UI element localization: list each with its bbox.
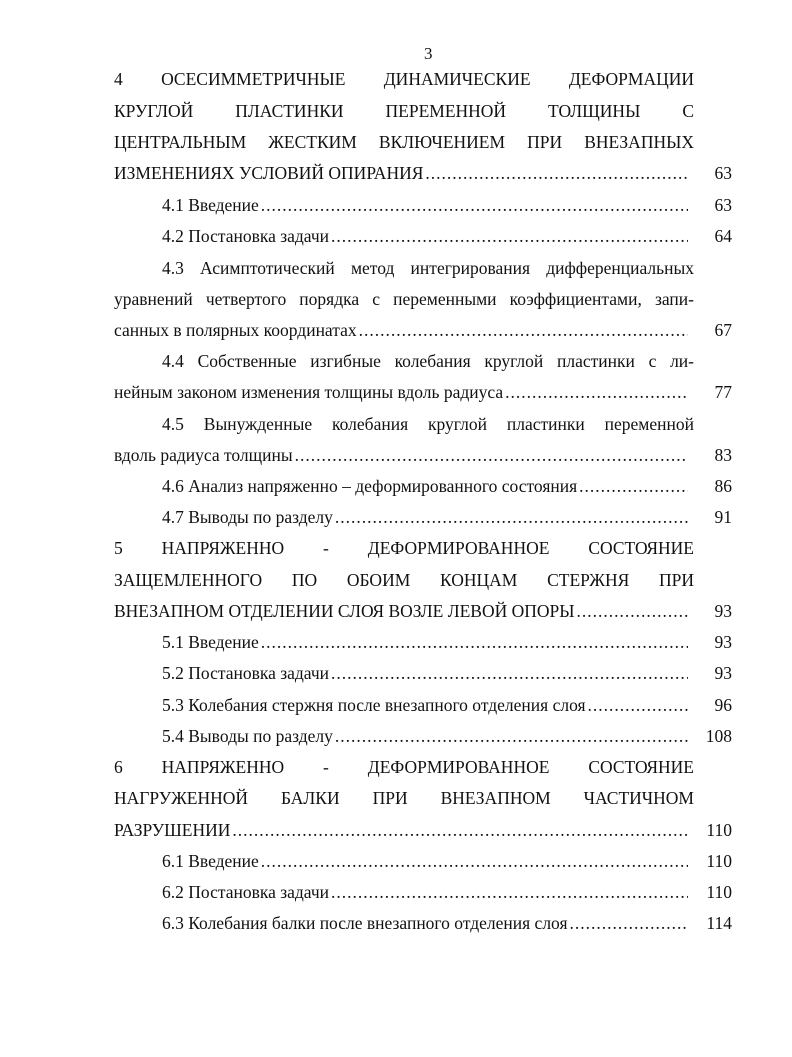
dot-leader: [295, 440, 688, 471]
dot-leader: [261, 190, 688, 221]
toc-entry-line[interactable]: ВНЕЗАПНОМ ОТДЕЛЕНИИ СЛОЯ ВОЗЛЕ ЛЕВОЙ ОПОРЫ ..... 93: [0, 596, 792, 627]
dot-leader: [335, 721, 688, 752]
dot-leader: [570, 908, 688, 939]
toc-entry-line[interactable]: нейным законом изменения толщины вдоль радиуса ..... 77: [0, 377, 792, 408]
dot-leader: [588, 690, 688, 721]
toc-page-number: 64: [714, 226, 732, 246]
toc-entry-line[interactable]: 5.1 Введение ..... 93: [0, 627, 792, 658]
toc-heading-line: ЗАЩЕМЛЕННОГО ПО ОБОИМ КОНЦАМ СТЕРЖНЯ ПРИ: [114, 570, 694, 590]
toc-entry-line[interactable]: вдоль радиуса толщины ..... 83: [0, 440, 792, 471]
toc-page-number: 93: [714, 601, 732, 621]
toc-page-number: 110: [706, 851, 732, 871]
toc-page-number: 110: [706, 820, 732, 840]
dot-leader: [579, 471, 688, 502]
dot-leader: [505, 377, 688, 408]
toc-entry-line[interactable]: 6.1 Введение ..... 110: [0, 846, 792, 877]
dot-leader: [331, 877, 688, 908]
toc-page-number: 114: [706, 913, 732, 933]
toc-page-number: 83: [714, 445, 732, 465]
toc-page-number: 63: [714, 163, 732, 183]
dot-leader: [577, 596, 688, 627]
toc-heading-line: 4.3 Асимптотический метод интегрирования дифференциальных: [162, 258, 694, 278]
toc-heading-line: НАГРУЖЕННОЙ БАЛКИ ПРИ ВНЕЗАПНОМ ЧАСТИЧНОМ: [114, 788, 694, 808]
toc-page-number: 77: [714, 382, 732, 402]
toc-page-number: 86: [714, 476, 732, 496]
toc-entry-line[interactable]: РАЗРУШЕНИИ ..... 110: [0, 815, 792, 846]
toc-entry-line[interactable]: ИЗМЕНЕНИЯХ УСЛОВИЙ ОПИРАНИЯ ..... 63: [0, 158, 792, 189]
dot-leader: [335, 502, 688, 533]
toc-heading-line: КРУГЛОЙ ПЛАСТИНКИ ПЕРЕМЕННОЙ ТОЛЩИНЫ С: [114, 101, 694, 121]
toc-page-number: 108: [705, 726, 732, 746]
dot-leader: [232, 815, 688, 846]
dot-leader: [331, 658, 688, 689]
toc-page-number: 91: [714, 507, 732, 527]
toc-page-number: 110: [706, 882, 732, 902]
page-number: 3: [424, 44, 433, 63]
toc-heading-line: уравнений четвертого порядка с переменными коэффициентами, запи-: [114, 289, 694, 309]
toc-entry-line[interactable]: 6.2 Постановка задачи ..... 110: [0, 877, 792, 908]
toc-entry-line[interactable]: 4.7 Выводы по разделу ..... 91: [0, 502, 792, 533]
dot-leader: [425, 158, 688, 189]
toc-heading-line: 4.4 Собственные изгибные колебания круглой пластинки с ли-: [162, 351, 694, 371]
dot-leader: [261, 627, 688, 658]
dot-leader: [331, 221, 688, 252]
toc-heading-line: 4.5 Вынужденные колебания круглой пластинки переменной: [162, 414, 694, 434]
toc-heading-line: 4 ОСЕСИММЕТРИЧНЫЕ ДИНАМИЧЕСКИЕ ДЕФОРМАЦИИ: [114, 69, 694, 89]
toc-entry-line[interactable]: 5.3 Колебания стержня после внезапного отделения слоя ..... 96: [0, 690, 792, 721]
toc-page-number: 67: [714, 320, 732, 340]
toc-page-number: 93: [714, 632, 732, 652]
toc-heading-line: 6 НАПРЯЖЕННО - ДЕФОРМИРОВАННОЕ СОСТОЯНИЕ: [114, 757, 694, 777]
toc-entry-line[interactable]: санных в полярных координатах ..... 67: [0, 315, 792, 346]
toc-entry-line[interactable]: 4.2 Постановка задачи ..... 64: [0, 221, 792, 252]
toc-entry-line[interactable]: 4.1 Введение ..... 63: [0, 190, 792, 221]
toc-page-number: 96: [714, 695, 732, 715]
toc-entry-line[interactable]: 4.6 Анализ напряженно – деформированного состояния ..... 86: [0, 471, 792, 502]
toc-entry-line[interactable]: 5.4 Выводы по разделу ..... 108: [0, 721, 792, 752]
toc-entry-line[interactable]: 5.2 Постановка задачи ..... 93: [0, 658, 792, 689]
toc-entry-line[interactable]: 6.3 Колебания балки после внезапного отделения слоя ..... 114: [0, 908, 792, 939]
toc-page-number: 93: [714, 663, 732, 683]
dot-leader: [261, 846, 688, 877]
toc-heading-line: ЦЕНТРАЛЬНЫМ ЖЕСТКИМ ВКЛЮЧЕНИЕМ ПРИ ВНЕЗАПНЫХ: [114, 132, 694, 152]
toc-page-number: 63: [714, 195, 732, 215]
toc-heading-line: 5 НАПРЯЖЕННО - ДЕФОРМИРОВАННОЕ СОСТОЯНИЕ: [114, 538, 694, 558]
dot-leader: [359, 315, 688, 346]
